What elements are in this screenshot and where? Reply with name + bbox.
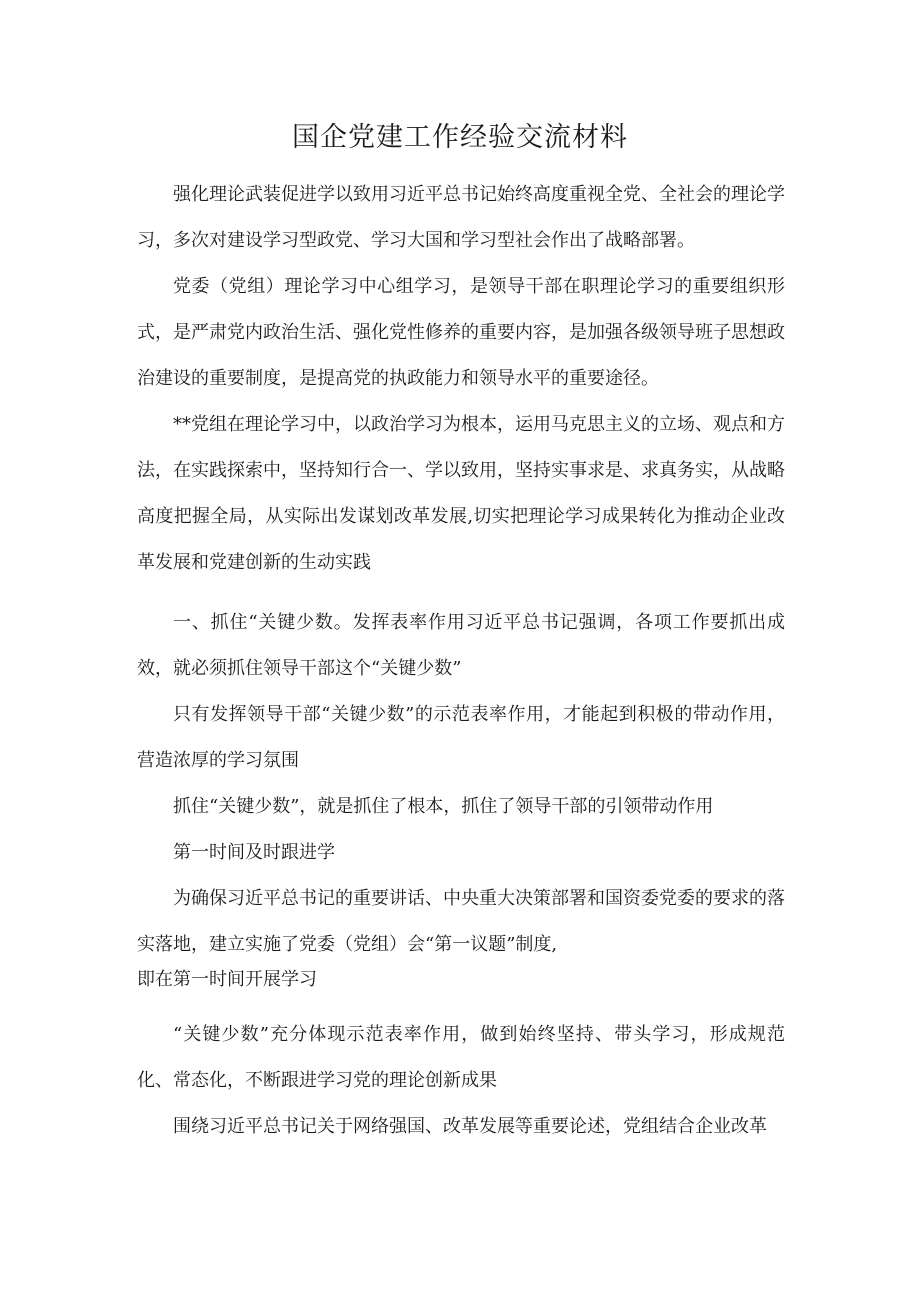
paragraph-4: 一、抓住“关键少数。发挥表率作用习近平总书记强调，各项工作要抓出成效，就必须抓住领导干部这个“关键少数”: [137, 612, 785, 679]
paragraph-10: 围绕习近平总书记关于网络强国、改革发展等重要论述，党组结合企业改革: [173, 1116, 767, 1137]
paragraph-5: 只有发挥领导干部“关键少数”的示范表率作用，才能起到积极的带动作用，营造浓厚的学习氛围: [137, 704, 785, 771]
paragraph-2: 党委（党组）理论学习中心组学习，是领导干部在职理论学习的重要组织形式，是严肃党内政治生活、强化党性修养的重要内容，是加强各级领导班子思想政治建设的重要制度，是提高党的执政能力和领导水平的重要途径。: [137, 276, 785, 389]
document-title: 国企党建工作经验交流材料: [292, 122, 628, 153]
paragraph-8: 为确保习近平总书记的重要讲话、中央重大决策部署和国资委党委的要求的落实落地，建立实施了党委（党组）会“第一议题”制度,: [137, 888, 785, 955]
paragraph-3: **党组在理论学习中，以政治学习为根本，运用马克思主义的立场、观点和方法，在实践探索中，坚持知行合一、学以致用，坚持实事求是、求真务实，从战略高度把握全局，从实际出发谋划改革发展,切实把理论学习成果转化为推动企业改革发展和党建创新的生动实践: [137, 414, 785, 573]
paragraph-6: 抓住“关键少数”，就是抓住了根本，抓住了领导干部的引领带动作用: [173, 796, 714, 817]
paragraph-7: 第一时间及时跟进学: [173, 842, 335, 863]
paragraph-1: 强化理论武装促进学以致用习近平总书记始终高度重视全党、全社会的理论学习，多次对建设学习型政党、学习大国和学习型社会作出了战略部署。: [137, 184, 785, 251]
paragraph-8-continued: 即在第一时间开展学习: [137, 969, 317, 990]
paragraph-9: “关键少数”充分体现示范表率作用，做到始终坚持、带头学习，形成规范化、常态化，不断跟进学习党的理论创新成果: [137, 1024, 785, 1091]
